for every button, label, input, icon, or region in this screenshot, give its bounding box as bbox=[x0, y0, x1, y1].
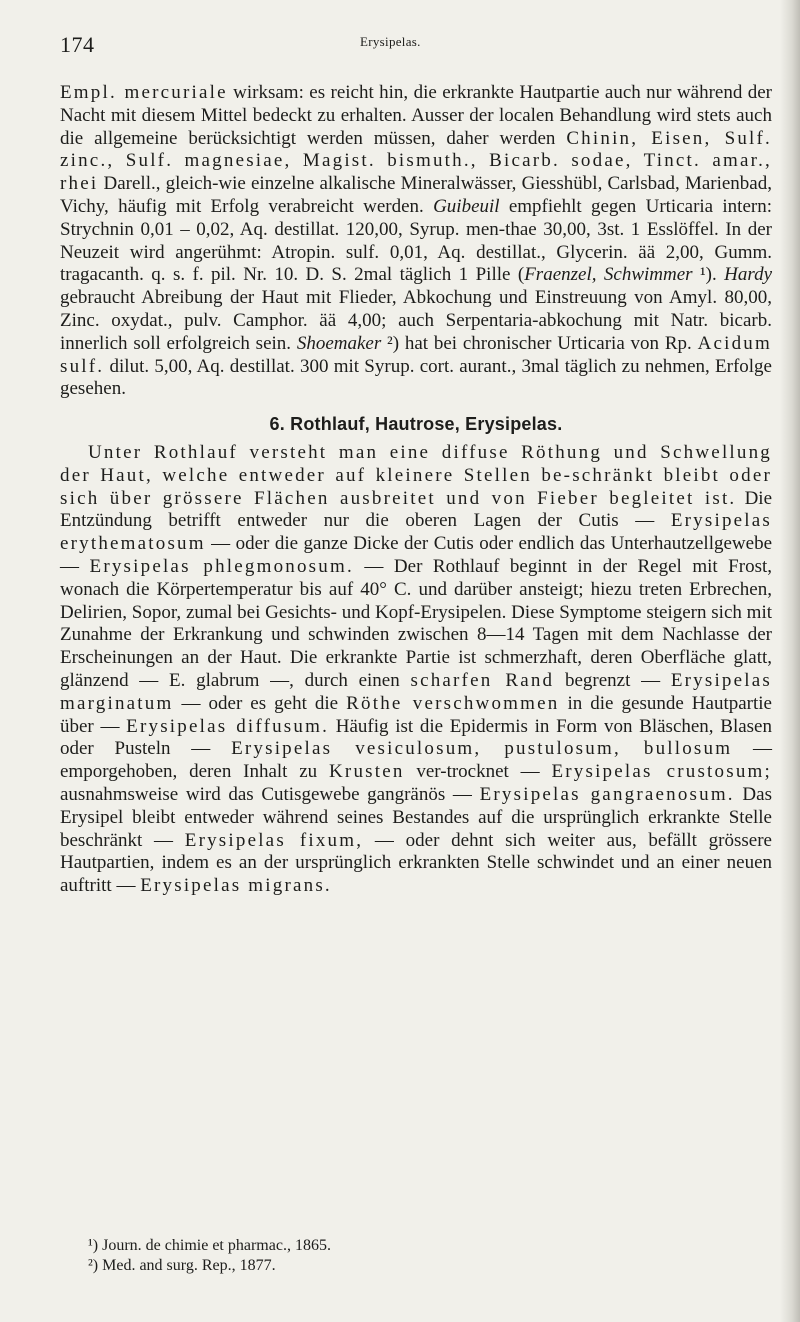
author-name: Guibeuil bbox=[433, 195, 500, 217]
spaced-term: Erysipelas marginatum bbox=[60, 669, 772, 714]
text-run: — oder die ganze Dicke der Cutis oder endlich das Unterhautzellgewebe — bbox=[60, 533, 772, 577]
paragraph-definition bbox=[60, 442, 772, 898]
text-run: — emporgehoben, deren Inhalt zu bbox=[60, 738, 773, 783]
author-name: Fraenzel, Schwimmer bbox=[524, 264, 693, 286]
text-run: empfiehlt gegen Urticaria intern: Strychnin 0,01 – 0,02, Aq. destillat. 120,00, Syrup. men-thae 30,00, 3st. 1 Esslöffel. In der Neuzeit wird angerühmt: Atropin. sulf. 0,01, Aq. destillat., Glycerin. ää 2,00, Gumm. tragacanth. q. s. f. pil. Nr. 10. D. S. 2mal täglich 1 Pille ( bbox=[60, 195, 772, 286]
footnote: ¹) Journ. de chimie et pharmac., 1865. bbox=[88, 1237, 331, 1254]
text-run: — oder es geht die bbox=[173, 692, 347, 714]
page-number: 174 bbox=[60, 32, 95, 57]
spaced-definition: Unter Rothlauf versteht man eine diffuse Röthung und Schwellung der Haut, welche entweder auf kleinere Stellen be-schränkt bleibt oder sich über grössere Flächen ausbreitet und von Fieber begleitet ist. bbox=[60, 441, 772, 509]
text-run: in die gesunde Hautpartie über — bbox=[60, 692, 772, 737]
text-run: begrenzt — bbox=[554, 669, 671, 691]
spaced-term: Chinin, Eisen, Sulf. zinc., Sulf. magnesiae, Magist. bismuth., Bicarb. sodae, Tinct. amar., rhei bbox=[60, 127, 772, 195]
section-heading: 6. Rothlauf, Hautrose, Erysipelas. bbox=[269, 414, 563, 435]
text-run: Die Entzündung betrifft entweder nur die oberen Lagen der Cutis — bbox=[60, 487, 773, 532]
footnotes bbox=[88, 1236, 728, 1276]
spaced-term: Erysipelas vesiculosum, pustulosum, bullosum bbox=[231, 738, 733, 760]
text-run: ²) hat bei chronischer Urticaria von Rp. bbox=[381, 332, 698, 354]
text-run: Das Erysipel bleibt entweder während seines Bestandes auf die ursprünglich erkrankte Stelle beschränkt — bbox=[60, 783, 772, 851]
text-run: — Der Rothlauf beginnt in der Regel mit Frost, wonach die Körpertemperatur bis auf 40° C. und darüber ansteigt; hiezu treten Erbrechen, Delirien, Sopor, zumal bei Gesichts- und Kopf-Erysipelen. Diese Symptome steigern sich mit Zunahme der Erkrankung und schwinden zwischen 8—14 Tagen mit dem Nachlasse der Erscheinungen an der Haut. Die erkrankte Partie ist schmerzhaft, deren Oberfläche glatt, glänzend — E. glabrum —, durch einen bbox=[60, 555, 772, 691]
text-run: gebraucht Abreibung der Haut mit Flieder, Abkochung und Einstreuung von Amyl. 80,00, Zinc. oxydat., pulv. Camphor. ää 4,00; auch Serpentaria-abkochung mit Natr. bicarb. innerlich soll erfolgreich sein. bbox=[60, 287, 772, 354]
running-head: Erysipelas. bbox=[360, 34, 421, 49]
spaced-term: Erysipelas erythematosum bbox=[60, 510, 772, 555]
text-run: — oder dehnt sich weiter aus, befällt grössere Hautpartien, indem es an der ursprünglich erkrankten Stelle schwindet und an einer neuen auftritt — bbox=[60, 829, 772, 897]
spaced-term: Röthe verschwommen bbox=[346, 692, 560, 714]
body-text bbox=[60, 82, 772, 898]
text-run: ver-trocknet — bbox=[404, 761, 552, 783]
spaced-term: Erysipelas diffusum. bbox=[126, 715, 330, 737]
spaced-term: scharfen Rand bbox=[410, 669, 555, 691]
page-header bbox=[60, 28, 760, 68]
spaced-term: Krusten bbox=[329, 761, 405, 783]
spaced-term: Erysipelas gangraenosum. bbox=[479, 783, 735, 805]
author-name: Shoemaker bbox=[296, 332, 382, 354]
text-run: wirksam: es reicht hin, die erkrankte Hautpartie auch nur während der Nacht mit diesem Mittel bedeckt zu erhalten. Ausser der localen Behandlung wird stets auch die allgemeine berücksichtigt werden müssen, daher werden bbox=[60, 82, 772, 149]
footnote-ref: ¹). bbox=[692, 264, 725, 286]
footnote: ²) Med. and surg. Rep., 1877. bbox=[88, 1257, 276, 1274]
spaced-term: Erysipelas phlegmonosum. bbox=[89, 555, 354, 577]
spaced-term: Acidum sulf. bbox=[60, 332, 772, 377]
author-name: Hardy bbox=[724, 264, 772, 286]
text-run: Häufig ist die Epidermis in Form von Bläschen, Blasen oder Pusteln — bbox=[60, 715, 772, 760]
spaced-term: Erysipelas fixum, bbox=[184, 829, 364, 851]
page-edge-shadow bbox=[780, 0, 800, 1322]
spaced-term: Erysipelas migrans. bbox=[140, 875, 332, 897]
spaced-term: Empl. mercuriale bbox=[60, 82, 228, 103]
text-run: Darell., gleich-wie einzelne alkalische Mineralwässer, Giesshübl, Carlsbad, Marienbad, Vichy, häufig mit Erfolg verabreicht werden. bbox=[60, 173, 772, 217]
text-run: ausnahmsweise wird das Cutisgewebe gangränös — bbox=[60, 783, 480, 805]
text-run: dilut. 5,00, Aq. destillat. 300 mit Syrup. cort. aurant., 3mal täglich zu nehmen, Erfolge gesehen. bbox=[60, 355, 772, 400]
paragraph-treatment bbox=[60, 82, 772, 401]
spaced-term: Erysipelas crustosum; bbox=[551, 761, 772, 783]
